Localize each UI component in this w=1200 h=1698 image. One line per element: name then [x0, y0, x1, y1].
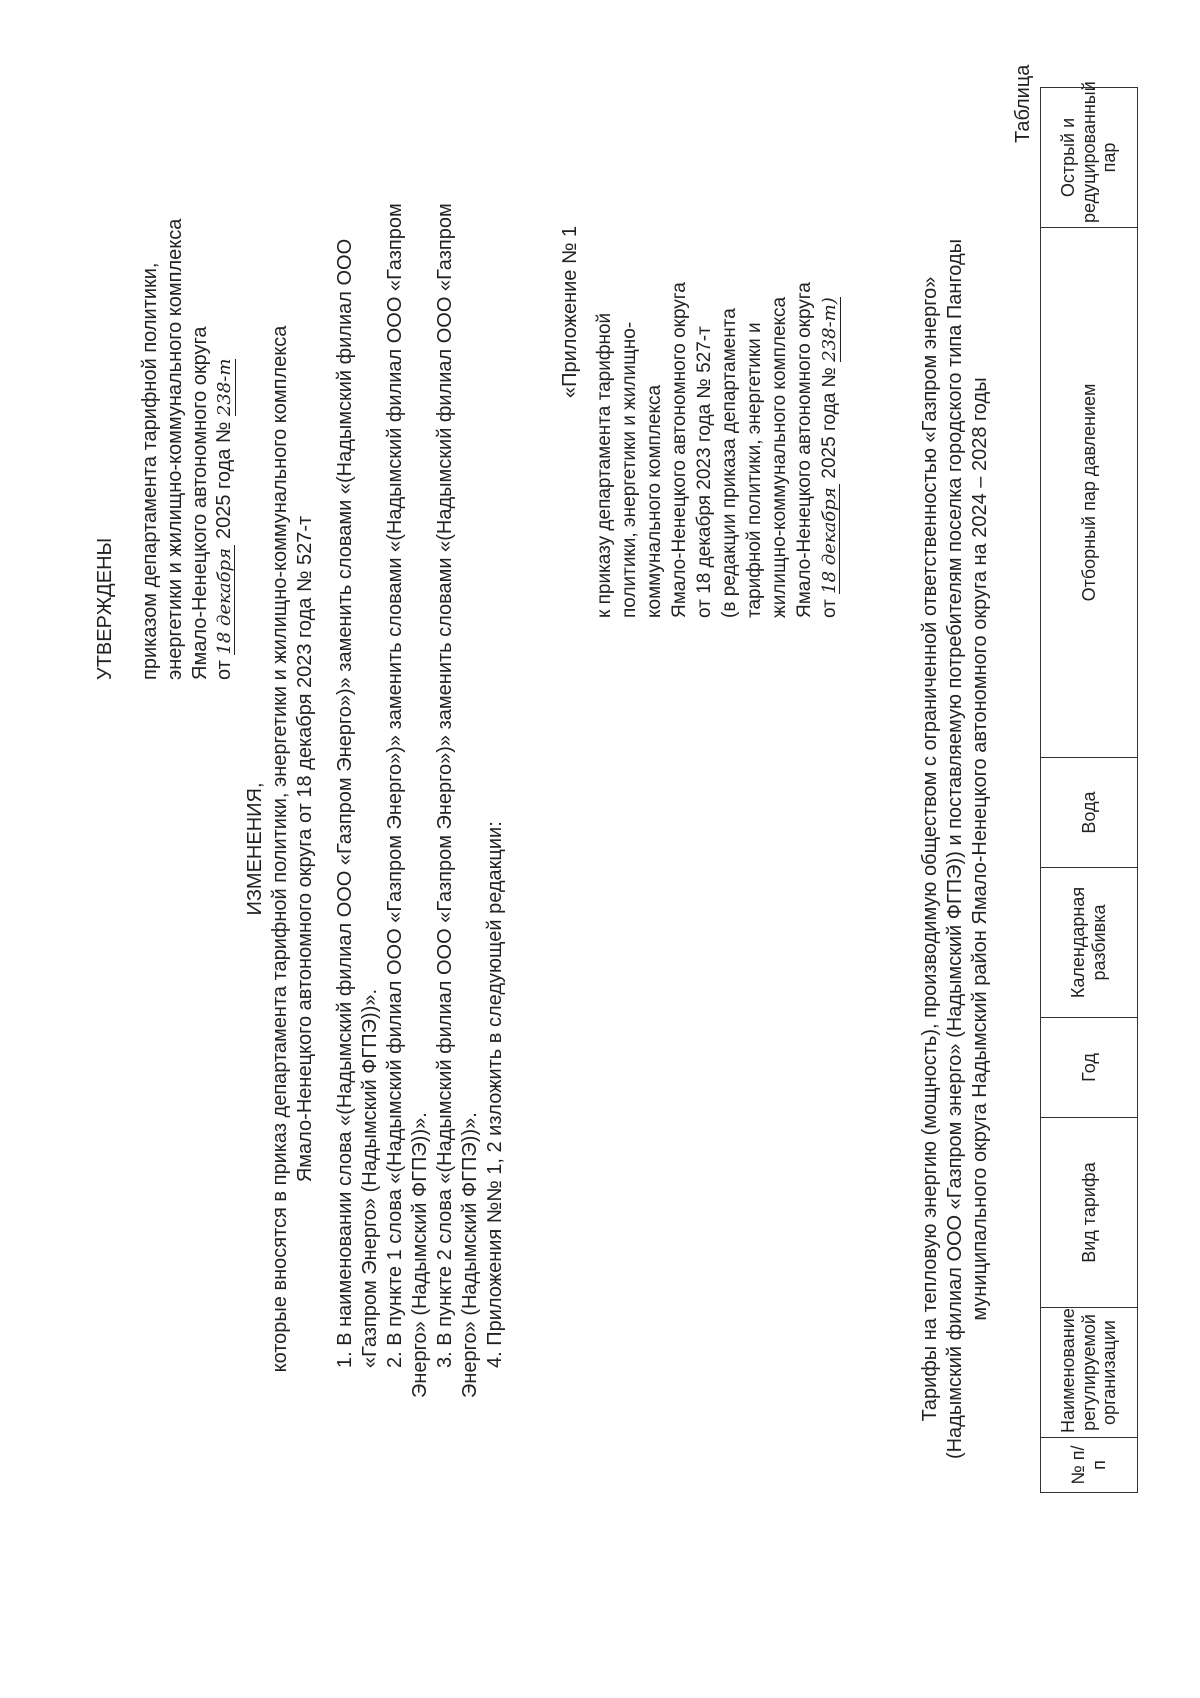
column-header-tariff-type: Вид тарифа	[1041, 1118, 1138, 1308]
appendix-date-line	[820, 297, 840, 618]
appendix-line: Ямало-Ненецкого автономного округа	[669, 282, 690, 618]
date-prefix: от	[213, 660, 235, 680]
appendix-line: (в редакции приказа департамента	[719, 308, 740, 618]
approval-date-line	[214, 359, 235, 680]
change-item-3-cont: Энерго» (Надымский ФГПЭ))».	[459, 1112, 481, 1398]
table-caption: Таблица	[1012, 64, 1034, 143]
tariffs-heading: Тарифы на тепловую энергию (мощность), производимую обществом с ограниченной ответственностью «Газпром энерго»	[919, 276, 941, 1422]
appendix-line: тарифной политики, энергетики и	[744, 322, 765, 618]
appendix-line: от 18 декабря 2023 года № 527-т	[694, 326, 715, 618]
approval-line: Ямало-Ненецкого автономного округа	[189, 326, 211, 680]
table-header-row	[1041, 88, 1138, 1493]
approval-line: энергетики и жилищно-коммунального комплекса	[164, 218, 186, 680]
column-header-year: Год	[1041, 1018, 1138, 1118]
approval-line: приказом департамента тарифной политики,	[139, 262, 161, 680]
handwritten-number: 238-т	[214, 358, 235, 417]
handwritten-date: 18 декабря	[821, 484, 840, 594]
change-item-4: 4. Приложения №№ 1, 2 изложить в следующей редакции:	[484, 821, 506, 1368]
appendix-line: жилищно-коммунального комплекса	[769, 296, 790, 618]
changes-title: ИЗМЕНЕНИЯ,	[244, 782, 266, 916]
change-item-2: 2. В пункте 1 слова «(Надымский филиал ООО «Газпром Энерго»)» заменить словами «(Надымский филиал ООО «Газпром	[384, 203, 406, 1368]
tariff-table	[1040, 81, 1138, 1493]
change-item-1-cont: «Газпром Энерго» (Надымский ФГПЭ))».	[359, 988, 381, 1368]
approval-title: УТВЕРЖДЕНЫ	[94, 537, 116, 680]
appendix-title: «Приложение № 1	[559, 225, 581, 398]
column-header-number: № п/п	[1041, 1438, 1138, 1493]
handwritten-date: 18 декабря	[216, 545, 235, 655]
changes-subtitle: которые вносятся в приказ департамента тарифной политики, энергетики и жилищно-коммунального комплекса	[269, 325, 291, 1373]
appendix-line: коммунального комплекса	[644, 384, 665, 618]
date-suffix: 2025 года №	[213, 421, 235, 540]
column-header-calendar: Календарная разбивка	[1041, 868, 1138, 1018]
change-item-3: 3. В пункте 2 слова «(Надымский филиал ООО «Газпром Энерго»)» заменить словами «(Надымский филиал ООО «Газпром	[434, 203, 456, 1368]
tariffs-heading: муниципального округа Надымский район Ямало-Ненецкого автономного округа на 2024 – 2028 годы	[969, 377, 991, 1321]
appendix-line: Ямало-Ненецкого автономного округа	[794, 282, 815, 618]
appendix-line: политики, энергетики и жилищно-	[619, 321, 640, 618]
column-header-organization: Наименование регулируемой организации	[1041, 1308, 1138, 1438]
appendix-line: к приказу департамента тарифной	[594, 312, 615, 618]
change-item-1: 1. В наименовании слова «(Надымский филиал ООО «Газпром Энерго»)» заменить словами «(Надымский филиал ООО	[334, 238, 356, 1368]
column-header-extraction-steam: Отборный пар давлением	[1041, 228, 1138, 758]
column-header-live-steam: Острый и редуцированный пар	[1041, 88, 1138, 228]
handwritten-number: 238-т)	[819, 297, 840, 362]
column-header-water: Вода	[1041, 758, 1138, 868]
changes-subtitle: Ямало-Ненецкого автономного округа от 18 декабря 2023 года № 527-т	[294, 515, 316, 1183]
tariffs-heading: (Надымский филиал ООО «Газпром энерго» (Надымский ФГПЭ)) и поставляемую потребителям поселка городского типа Пангоды	[944, 238, 966, 1460]
date-suffix: 2025 года №	[819, 367, 840, 479]
date-prefix: от	[819, 599, 840, 618]
change-item-2-cont: Энерго» (Надымский ФГПЭ))».	[409, 1112, 431, 1398]
